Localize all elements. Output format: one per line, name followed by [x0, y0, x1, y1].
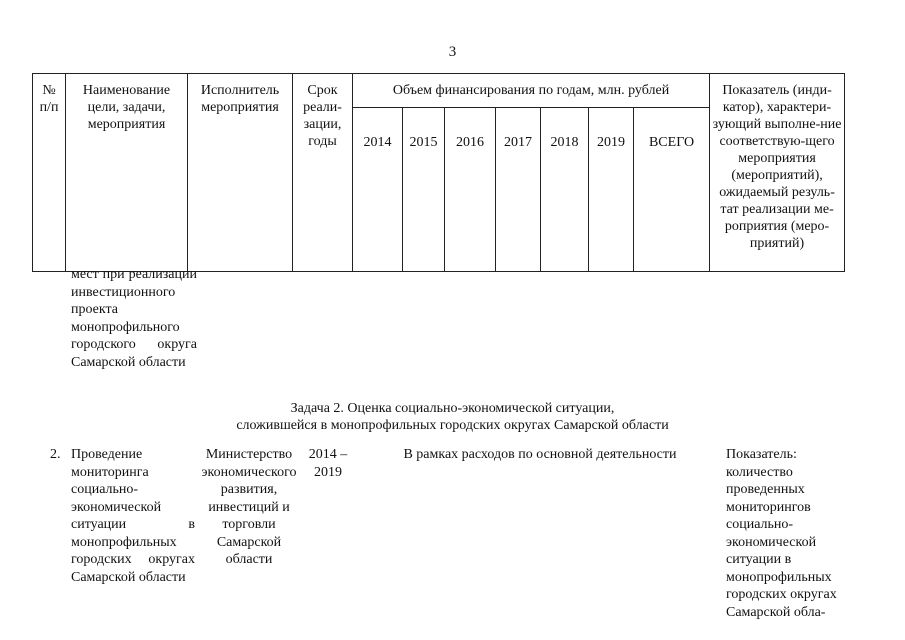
row-term: 2014 – 2019 — [308, 447, 348, 480]
header-year: 2017 — [496, 108, 541, 272]
task-line-2: сложившейся в монопрофильных городских округах Самарской области — [236, 418, 669, 433]
header-executor: Исполнитель мероприятия — [188, 74, 293, 272]
header-year: 2015 — [403, 108, 445, 272]
header-num: № п/п — [33, 74, 66, 272]
task-heading — [0, 400, 905, 434]
header-year: 2019 — [589, 108, 634, 272]
page-number: 3 — [448, 44, 457, 60]
header-term: Срок реали-зации, годы — [293, 74, 353, 272]
header-indicator: Показатель (инди-катор), характери-зующий выполне-ние соответствую-щего мероприятия (мероприятий), ожидаемый резуль-тат реализации ме-роприятия (меро-приятий) — [710, 74, 845, 272]
header-year: 2014 — [353, 108, 403, 272]
row-name: Проведение мониторинга социально-экономической ситуации в монопрофильных городских округах Самарской области — [71, 447, 195, 585]
row-executor: Министерство экономического развития, инвестиций и торговли Самарской области — [201, 447, 297, 567]
continuation-text: мест при реализации инвестиционного проекта монопрофильного городского округа Самарской области — [71, 267, 197, 370]
row-num: 2. — [50, 447, 61, 462]
header-year: 2018 — [541, 108, 589, 272]
table-header — [32, 73, 845, 272]
row-financing: В рамках расходов по основной деятельности — [403, 447, 677, 462]
header-year: 2016 — [445, 108, 496, 272]
header-financing: Объем финансирования по годам, млн. рублей — [353, 74, 710, 108]
task-line-1: Задача 2. Оценка социально-экономической ситуации, — [290, 401, 615, 416]
row-indicator: Показатель: количество проведенных мониторингов социально-экономической ситуации в монопрофильных городских округах Самарской обла- — [726, 447, 837, 620]
header-name: Наименование цели, задачи, мероприятия — [66, 74, 188, 272]
header-total: ВСЕГО — [634, 108, 710, 272]
